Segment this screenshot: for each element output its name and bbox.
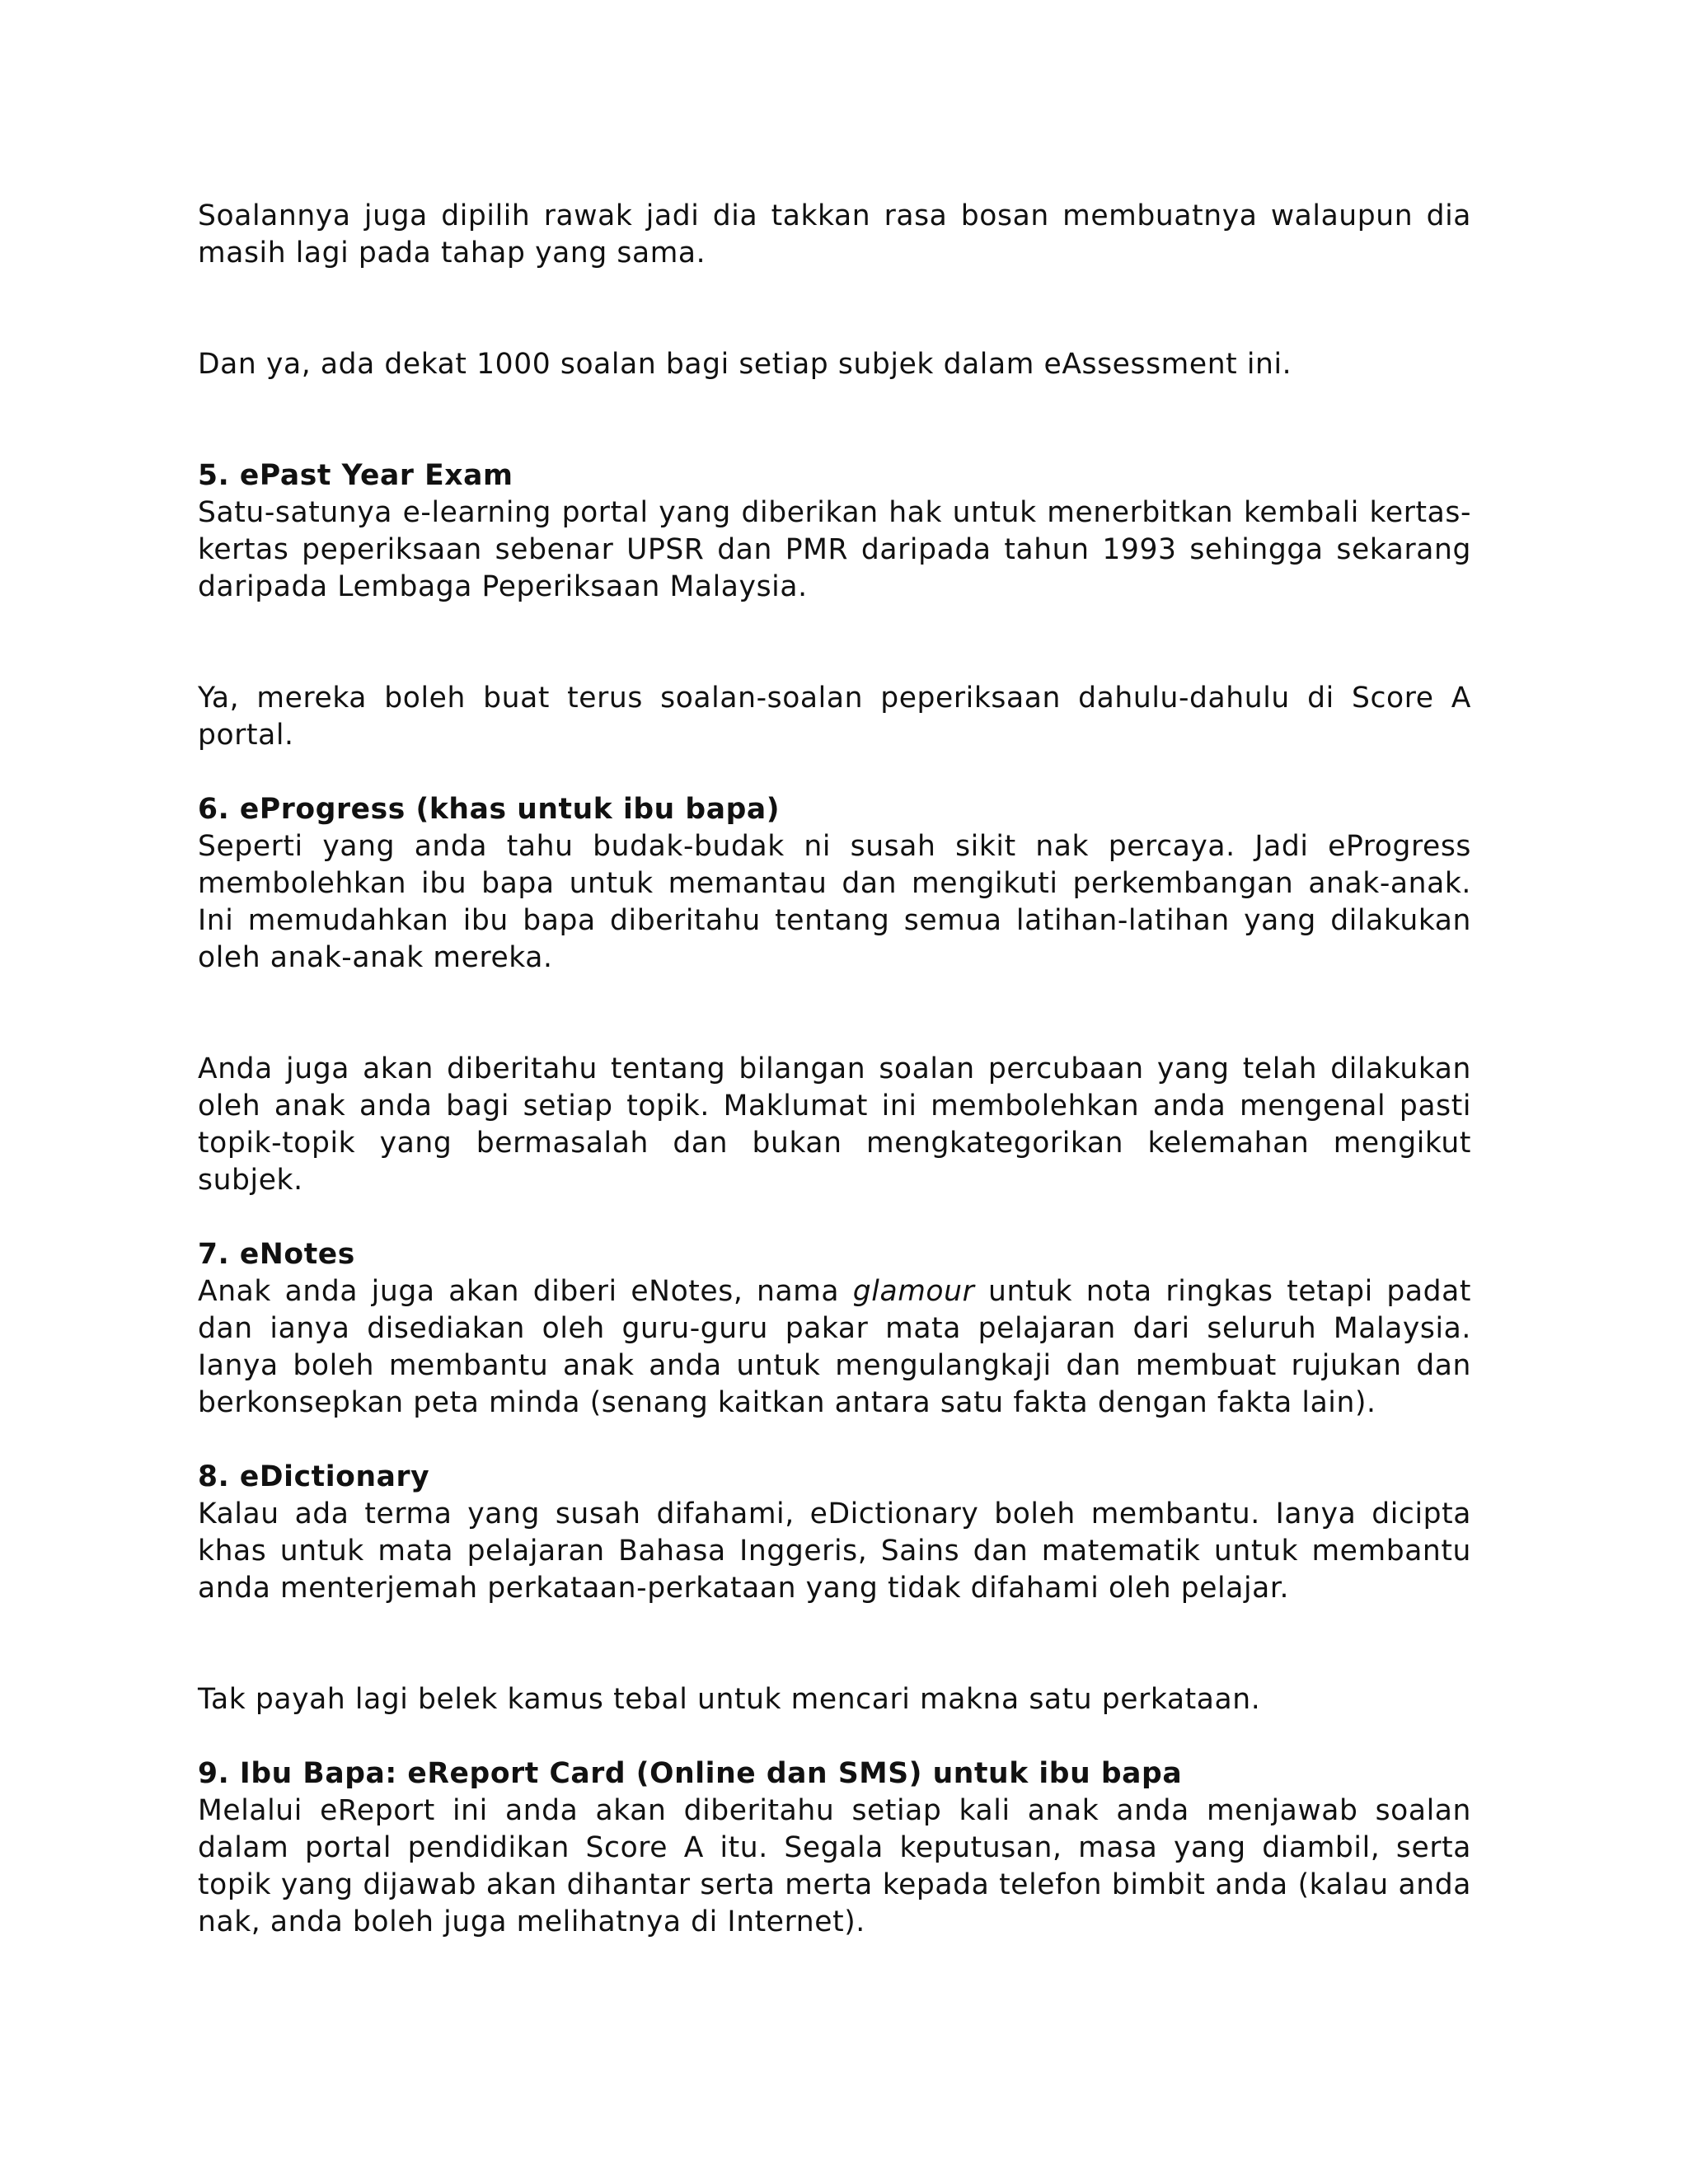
- section-body: Melalui eReport ini anda akan diberitahu setiap kali anak anda menjawab soalan dalam portal pendidikan Score A itu. Segala keputusan, masa yang diambil, serta topik yang dijawab akan dihantar serta merta kepada telefon bimbit anda (kalau anda nak, anda boleh juga melihatnya di Internet).: [198, 1794, 1471, 1938]
- section-body: Satu-satunya e-learning portal yang diberikan hak untuk menerbitkan kembali kertas-kertas peperiksaan sebenar UPSR dan PMR daripada tahun 1993 sehingga sekarang daripada Lembaga Peperiksaan Malaysia.: [198, 496, 1471, 603]
- section-heading: 8. eDictionary: [198, 1460, 430, 1493]
- spacer: [198, 1718, 1471, 1755]
- section-enotes: [198, 1236, 1471, 1422]
- document-page: [198, 198, 1471, 1941]
- spacer: [198, 1607, 1471, 1681]
- section-epast-year-exam: [198, 457, 1471, 754]
- section-body: Seperti yang anda tahu budak-budak ni susah sikit nak percaya. Jadi eProgress membolehkan ibu bapa untuk memantau dan mengikuti perkembangan anak-anak. Ini memudahkan ibu bapa diberitahu tentang semua latihan-latihan yang dilakukan oleh anak-anak mereka.: [198, 830, 1471, 974]
- section-ereport-card: [198, 1755, 1471, 1941]
- section-followup: Anda juga akan diberitahu tentang bilangan soalan percubaan yang telah dilakukan oleh anak anda bagi setiap topik. Maklumat ini membolehkan anda mengenal pasti topik-topik yang bermasalah dan bukan mengkategorikan kelemahan mengikut subjek.: [198, 1052, 1471, 1197]
- section-body: [198, 1273, 1471, 1422]
- section-edictionary: [198, 1459, 1471, 1718]
- spacer: [198, 272, 1471, 346]
- section-followup: Ya, mereka boleh buat terus soalan-soalan peperiksaan dahulu-dahulu di Score A portal.: [198, 682, 1471, 752]
- section-heading: 7. eNotes: [198, 1238, 355, 1271]
- spacer: [198, 1199, 1471, 1236]
- section-body: Kalau ada terma yang susah difahami, eDictionary boleh membantu. Ianya dicipta khas untuk mata pelajaran Bahasa Inggeris, Sains dan matematik untuk membantu anda menterjemah perkataan-perkataan yang tidak difahami oleh pelajar.: [198, 1497, 1471, 1605]
- spacer: [198, 606, 1471, 680]
- section-heading: 6. eProgress (khas untuk ibu bapa): [198, 793, 781, 826]
- section-heading: 5. ePast Year Exam: [198, 459, 513, 492]
- spacer: [198, 977, 1471, 1051]
- spacer: [198, 1422, 1471, 1459]
- body-text: untuk nota ringkas tetapi padat dan ianya disediakan oleh guru-guru pakar mata pelajaran dari seluruh Malaysia. Ianya boleh membantu anak anda untuk mengulangkaji dan membuat rujukan dan berkonsepkan peta minda (senang kaitkan antara satu fakta dengan fakta lain).: [198, 1275, 1471, 1419]
- body-text: Anak anda juga akan diberi eNotes, nama: [198, 1275, 853, 1308]
- emphasis-text: glamour: [852, 1275, 975, 1308]
- section-eprogress: [198, 791, 1471, 1199]
- spacer: [198, 754, 1471, 791]
- section-followup: Tak payah lagi belek kamus tebal untuk mencari makna satu perkataan.: [198, 1683, 1261, 1716]
- spacer: [198, 383, 1471, 457]
- paragraph-random-questions: Soalannya juga dipilih rawak jadi dia takkan rasa bosan membuatnya walaupun dia masih lagi pada tahap yang sama.: [198, 199, 1471, 269]
- section-heading: 9. Ibu Bapa: eReport Card (Online dan SMS) untuk ibu bapa: [198, 1757, 1183, 1790]
- paragraph-question-count: Dan ya, ada dekat 1000 soalan bagi setiap subjek dalam eAssessment ini.: [198, 348, 1292, 381]
